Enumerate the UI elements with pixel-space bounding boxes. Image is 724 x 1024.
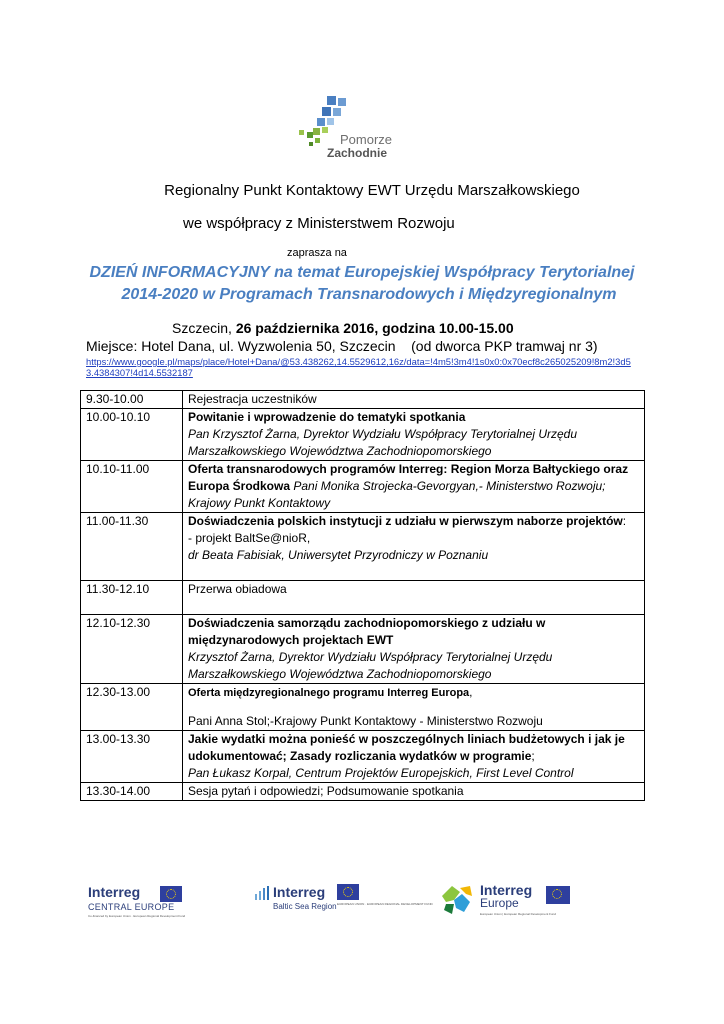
agenda-heading [188, 409, 644, 426]
agenda-heading [188, 731, 644, 765]
agenda-row [81, 684, 645, 731]
agenda-bold: Powitanie i wprowadzenie do tematyki spotkania [188, 410, 466, 424]
agenda-time: 10.00-10.10 [81, 409, 183, 461]
agenda-bold: Jakie wydatki można ponieść w poszczególnych liniach budżetowych i jak je udokumentować; Zasady rozliczania wydatków w programie [188, 732, 625, 763]
agenda-time: 12.30-13.00 [81, 684, 183, 731]
agenda-text: Pani Anna Stol;-Krajowy Punkt Kontaktowy - Ministerstwo Rozwoju [188, 714, 543, 728]
agenda-speaker: Pan Łukasz Korpal, Centrum Projektów Europejskich, First Level Control [188, 766, 574, 780]
agenda-time: 12.10-12.30 [81, 615, 183, 684]
agenda-bold: Doświadczenia polskich instytucji z udziału w pierwszym naborze projektów [188, 514, 623, 528]
agenda-row [81, 581, 645, 615]
interreg-europe-map-icon [440, 882, 476, 918]
event-city: Szczecin, [172, 320, 232, 336]
agenda-speaker: Pan Krzysztof Żarna, Dyrektor Wydziału Współpracy Terytorialnej Urzędu Marszałkowskiego Województwa Zachodniopomorskiego [188, 427, 578, 458]
agenda-text: Sesja pytań i odpowiedzi; Podsumowanie spotkania [188, 784, 464, 798]
logo-text-pomorze: Pomorze [340, 132, 393, 147]
event-title-line1: DZIEŃ INFORMACYJNY na temat Europejskiej Współpracy Terytorialnej [89, 264, 635, 281]
interreg-ce-sub: CENTRAL EUROPE [88, 902, 175, 912]
event-place: Miejsce: Hotel Dana, ul. Wyzwolenia 50, Szczecin (od dworca PKP tramwaj nr 3) [86, 338, 598, 354]
agenda-content [183, 513, 645, 581]
agenda-text: Rejestracja uczestników [188, 392, 317, 406]
interreg-ie-name: Interreg [480, 882, 533, 898]
interreg-ce-name: Interreg [88, 884, 141, 900]
agenda-row [81, 391, 645, 409]
agenda-content [183, 391, 645, 409]
interreg-central-europe-logo [88, 880, 188, 920]
agenda-speaker: dr Beata Fabisiak, Uniwersytet Przyrodniczy w Poznaniu [188, 548, 489, 562]
agenda-bold: Oferta transnarodowych programów Interreg: Region Morza Bałtyckiego oraz Europa Środkowa [188, 462, 629, 493]
agenda-time: 9.30-10.00 [81, 391, 183, 409]
agenda-bold: Oferta międzyregionalnego programu Interreg Europa [188, 687, 470, 699]
agenda-bold-punct: : [622, 514, 627, 528]
agenda-table [80, 390, 645, 801]
interreg-ce-fine: Co-financed by European Union · European Regional Development Fund [88, 914, 186, 918]
agenda-bold: Doświadczenia samorządu zachodniopomorskiego z udziału w międzynarodowych projektach EWT [188, 616, 546, 647]
interreg-bs-name: Interreg [273, 884, 326, 900]
agenda-row [81, 409, 645, 461]
agenda-time: 11.00-11.30 [81, 513, 183, 581]
agenda-time: 13.00-13.30 [81, 731, 183, 783]
agenda-heading [188, 513, 644, 530]
interreg-bs-sub: Baltic Sea Region [273, 902, 337, 911]
agenda-text: Przerwa obiadowa [188, 582, 287, 596]
agenda-row [81, 731, 645, 783]
agenda-heading [188, 615, 644, 649]
agenda-time: 11.30-12.10 [81, 581, 183, 615]
agenda-content [183, 731, 645, 783]
eu-flag-icon [546, 886, 570, 904]
map-link[interactable]: https://www.google.pl/maps/place/Hotel+Dana/@53.438262,14.5529612,16z/data=!4m5!3m4!1s0x0:0x70ecf8c265025209!8m2!3d53.4384307!4d14.5532187 [86, 356, 631, 378]
eu-flag-icon [337, 884, 359, 900]
agenda-bold-punct: ; [531, 749, 535, 763]
agenda-row [81, 783, 645, 801]
agenda-heading [188, 461, 644, 512]
baltic-bars-icon [255, 886, 273, 900]
cooperation-line: we współpracy z Ministerstwem Rozwoju [183, 215, 455, 232]
agenda-bold-punct: , [469, 685, 473, 699]
agenda-time: 13.30-14.00 [81, 783, 183, 801]
event-datetime: 26 października 2016, godzina 10.00-15.00 [235, 320, 514, 336]
agenda-content [183, 581, 645, 615]
agenda-row [81, 615, 645, 684]
agenda-content [183, 684, 645, 731]
interreg-bs-fine: EUROPEAN UNION · EUROPEAN REGIONAL DEVELOPMENT FUND [337, 902, 433, 906]
event-title-line2: 2014-2020 w Programach Transnarodowych i Międzyregionalnym [121, 286, 617, 303]
interreg-ie-sub: Europe [480, 896, 519, 910]
agenda-content [183, 461, 645, 513]
agenda-content [183, 783, 645, 801]
organizer-line: Regionalny Punkt Kontaktowy EWT Urzędu Marszałkowskiego [164, 182, 580, 199]
agenda-text: - projekt BaltSe@nioR, [188, 531, 311, 545]
agenda-content [183, 615, 645, 684]
agenda-row [81, 513, 645, 581]
event-date [172, 320, 514, 336]
agenda-content [183, 409, 645, 461]
agenda-speaker: Pani Monika Strojecka-Gevorgyan,- Ministerstwo Rozwoju; Krajowy Punkt Kontaktowy [188, 479, 606, 510]
agenda-heading [188, 684, 644, 702]
invite-line: zaprasza na [287, 247, 347, 259]
eu-flag-icon [160, 886, 182, 902]
agenda-row [81, 461, 645, 513]
logo-text-zachodnie: Zachodnie [327, 146, 388, 160]
interreg-europe-logo [440, 880, 575, 920]
interreg-ie-fine: European Union | European Regional Development Fund [480, 912, 556, 916]
agenda-speaker: Krzysztof Żarna, Dyrektor Wydziału Współpracy Terytorialnej Urzędu Marszałkowskiego Województwa Zachodniopomorskiego [188, 650, 553, 681]
interreg-baltic-sea-logo [255, 880, 433, 920]
pomorze-zachodnie-logo [295, 92, 405, 162]
agenda-time: 10.10-11.00 [81, 461, 183, 513]
